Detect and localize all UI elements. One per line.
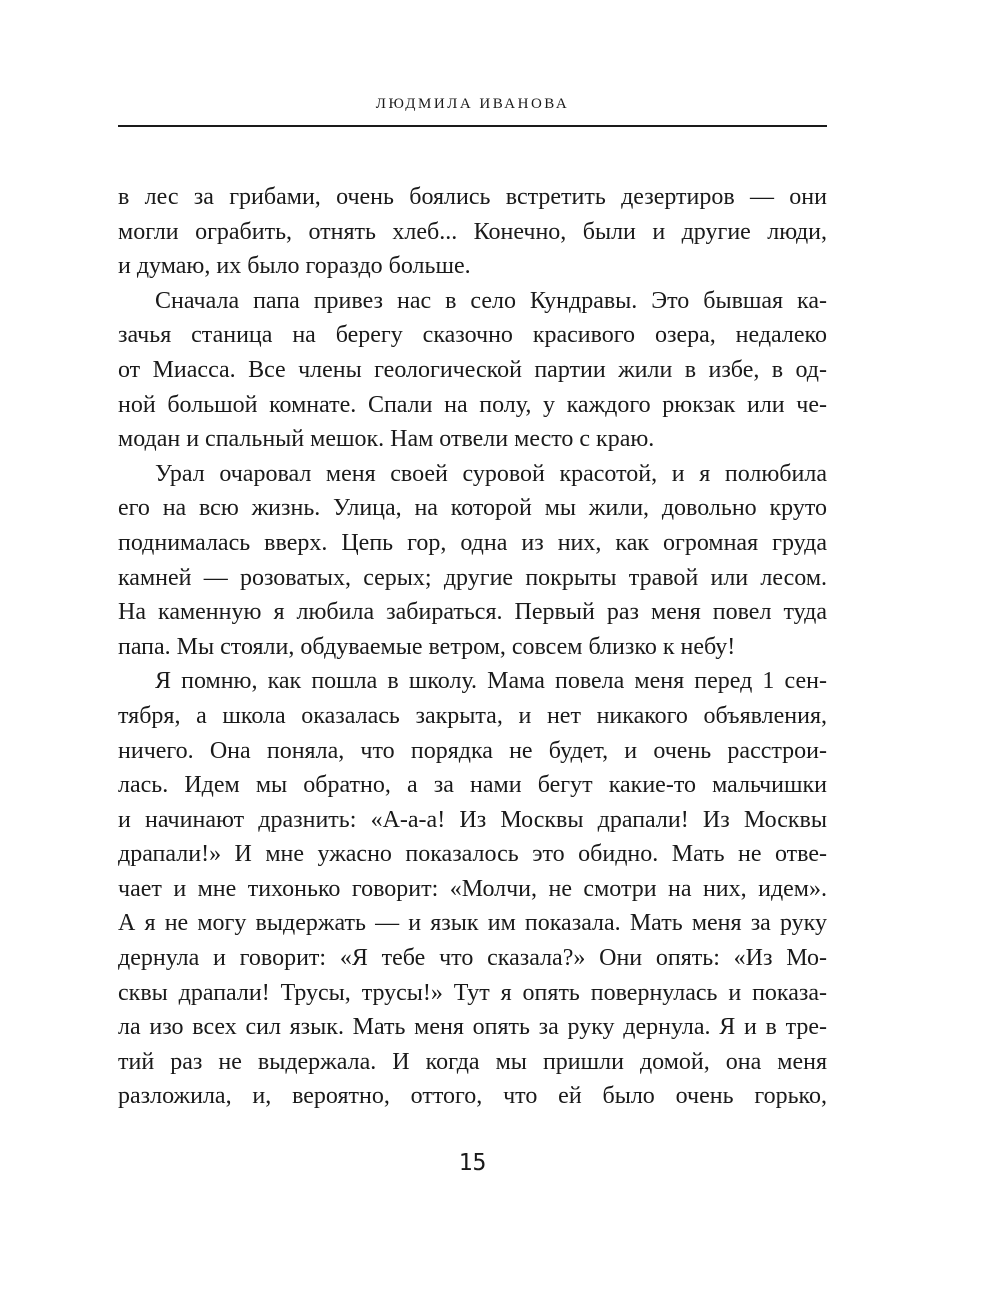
text-line: А я не могу выдержать — и язык им показала. Мать меня за руку: [118, 910, 827, 937]
text-line: в лес за грибами, очень боялись встретить дезертиров — они: [118, 184, 827, 210]
paragraph: [118, 284, 827, 457]
text-line: Я помню, как пошла в школу. Мама повела меня перед 1 сен-: [155, 668, 827, 695]
text-line: папа. Мы стояли, обдуваемые ветром, совсем близко к небу!: [118, 633, 736, 660]
text-line: ничего. Она поняла, что порядка не будет, и очень расстрои-: [118, 737, 827, 764]
header-rule: [118, 125, 827, 127]
text-line: Урал очаровал меня своей суровой красотой, и я полюбила: [155, 460, 827, 487]
text-line: тября, а школа оказалась закрыта, и нет никакого объявления,: [118, 702, 827, 729]
text-line: от Миасса. Все члены геологической партии жили в избе, в од-: [118, 356, 827, 383]
text-line: его на всю жизнь. Улица, на которой мы жили, довольно круто: [118, 495, 827, 522]
page-number: 15: [458, 1150, 487, 1176]
text-line: дернула и говорит: «Я тебе что сказала?» Они опять: «Из Мо-: [118, 945, 827, 972]
text-line: лась. Идем мы обратно, а за нами бегут какие-то мальчишки: [118, 772, 827, 799]
text-line: Сначала папа привез нас в село Кундравы. Это бывшая ка-: [155, 287, 827, 314]
running-head: ЛЮДМИЛА ИВАНОВА: [375, 96, 570, 112]
text-line: модан и спальный мешок. Нам отвели место с краю.: [118, 426, 655, 453]
body-text: [118, 180, 827, 1114]
text-line: и думаю, их было гораздо больше.: [118, 253, 471, 280]
text-line: сквы драпали! Трусы, трусы!» Тут я опять повернулась и показа-: [118, 979, 827, 1006]
text-line: могли ограбить, отнять хлеб... Конечно, были и другие люди,: [118, 218, 827, 245]
text-line: ла изо всех сил язык. Мать меня опять за руку дернула. Я и в тре-: [118, 1014, 827, 1041]
text-line: и начинают дразнить: «А-а-а! Из Москвы драпали! Из Москвы: [118, 806, 827, 833]
text-line: камней — розоватых, серых; другие покрыты травой или лесом.: [118, 564, 827, 591]
text-line: разложила, и, вероятно, оттого, что ей было очень горько,: [118, 1083, 827, 1110]
paragraph: [118, 457, 827, 665]
text-line: ной большой комнате. Спали на полу, у каждого рюкзак или че-: [118, 391, 827, 418]
text-line: зачья станица на берегу сказочно красивого озера, недалеко: [118, 322, 827, 349]
text-line: драпали!» И мне ужасно показалось это обидно. Мать не отве-: [118, 841, 827, 868]
text-line: чает и мне тихонько говорит: «Молчи, не смотри на них, идем».: [118, 875, 827, 902]
paragraph: [118, 664, 827, 1114]
text-line: На каменную я любила забираться. Первый раз меня повел туда: [118, 599, 827, 626]
text-line: тий раз не выдержала. И когда мы пришли домой, она меня: [118, 1048, 827, 1075]
text-line: поднималась вверх. Цепь гор, одна из них, как огромная груда: [118, 529, 827, 556]
paragraph: [118, 180, 827, 284]
